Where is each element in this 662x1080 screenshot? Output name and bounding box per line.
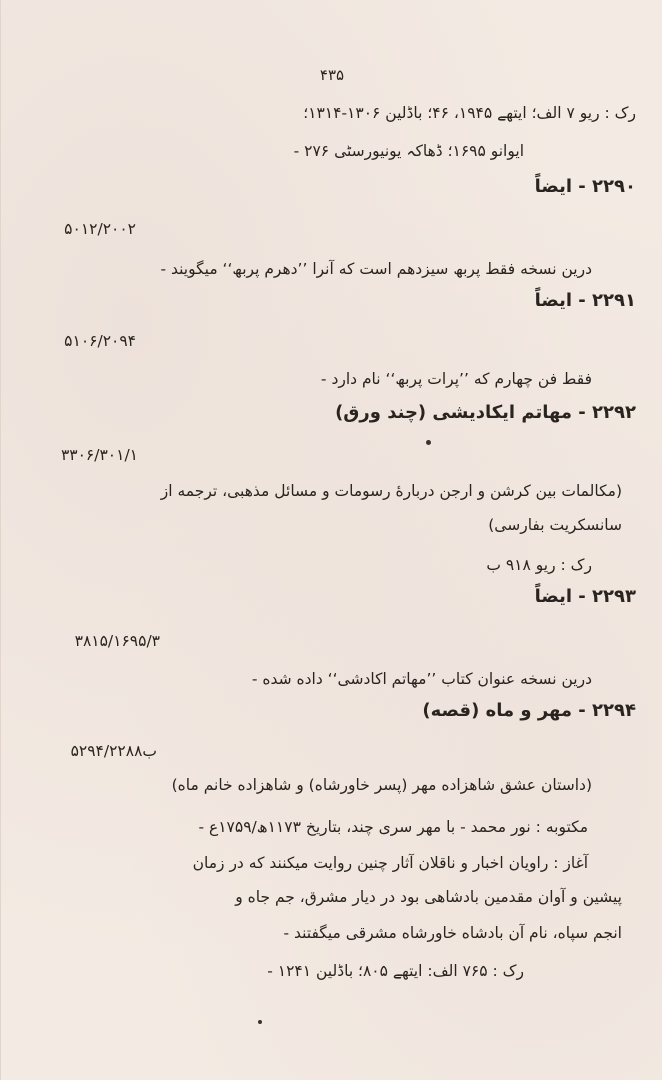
catalogue-number: ۳۳۰۶/۳۰۱/۱	[60, 446, 138, 464]
entry-heading-2294: ۲۲۹۴ - مھر و ماه (قصه)	[422, 700, 636, 721]
incipit-continued: پیشین و آوان مقدمین بادشاھی بود در دیار مشرق، جم جاه و	[235, 888, 622, 906]
ink-dot	[426, 440, 431, 445]
entry-heading-2293: ۲۲۹۳ - ایضاً	[534, 586, 636, 607]
incipit-line: آغاز : راویان اخبار و ناقلان آثار چنین روایت میکنند که در زمان	[192, 854, 588, 872]
entry-description: (مکالمات بین کرشن و ارجن دربارهٔ رسومات و مسائل مذھبی، ترجمه از	[160, 482, 622, 500]
entry-heading-2291: ۲۲۹۱ - ایضاً	[534, 290, 636, 311]
ink-dot	[258, 1020, 262, 1024]
entry-heading-2290: ۲۲۹۰ - ایضاً	[534, 176, 636, 197]
reference-line: رک : ۷۶۵ الف: ایتھے ۸۰۵؛ باڈلین ۱۲۴۱ -	[267, 962, 524, 980]
reference-line: رک : ریو ۷ الف؛ ایتھے ۱۹۴۵، ۴۶؛ باڈلین ۱۳۰۶-۱۳۱۴؛	[303, 104, 636, 122]
catalogue-number: ۳۸۱۵/۱۶۹۵/۳	[74, 632, 160, 650]
catalogue-number: ۵۱۰۶/۲۰۹۴	[64, 332, 136, 350]
entry-description-continued: سانسکریت بفارسی)	[488, 516, 622, 534]
catalogue-number: ۵۰۱۲/۲۰۰۲	[64, 220, 136, 238]
entry-description: (داستان عشق شاھزاده مھر (پسر خاورشاه) و شاھزاده خانم ماه)	[171, 776, 592, 794]
entry-note: درین نسخه فقط پربھ سیزدھم است که آنرا ’’دھرم پربھ‘‘ میگویند -	[160, 260, 592, 278]
reference-line-continued: ایوانو ۱۶۹۵؛ ڈھاکہ یونیورسٹی ۲۷۶ -	[293, 142, 524, 160]
scribe-line: مکتوبه : نور محمد - با مھر سری چند، بتاریخ ۱۱۷۳ھ/۱۷۵۹ع -	[198, 818, 588, 836]
catalogue-number: ۵۲۹۴/۲۲۸۸ب	[70, 742, 157, 760]
entry-heading-2292: ۲۲۹۲ - مھاتم ایکادیشی (چند ورق)	[335, 402, 636, 423]
entry-note: فقط فن چھارم که ’’پرات پربھ‘‘ نام دارد -	[320, 370, 592, 388]
reference-line: رک : ریو ۹۱۸ ب	[486, 556, 592, 574]
page-number: ۴۳۵	[319, 66, 345, 84]
entry-note: درین نسخه عنوان کتاب ’’مھاتم اکادشی‘‘ داده شده -	[251, 670, 592, 688]
incipit-continued: انجم سپاه، نام آن بادشاه خاورشاه مشرقی میگفتند -	[283, 924, 622, 942]
